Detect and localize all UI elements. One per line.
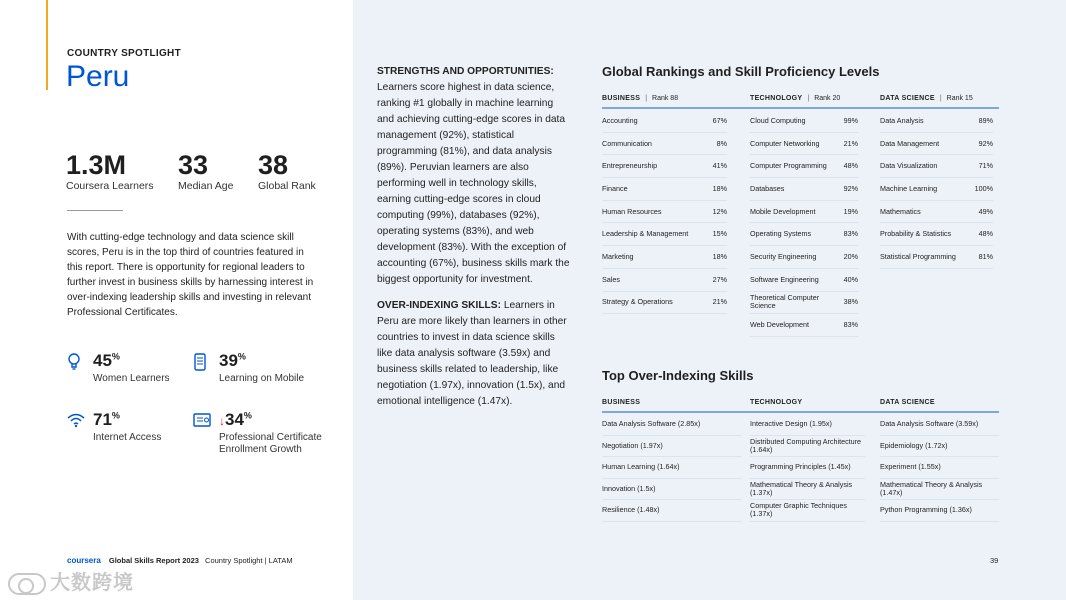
skill-percent: 89% [978,115,993,125]
skill-percent: 83% [843,320,858,330]
ranking-row [602,155,727,178]
overindex-row [750,479,865,501]
overindex-row [602,436,742,458]
ranking-row [602,292,727,315]
overindex-row [602,414,742,436]
overindex-skill: Computer Graphic Techniques (1.37x) [750,501,847,519]
rankings-title: Global Rankings and Skill Proficiency Levels [602,64,880,79]
stat-value: 38 [258,150,289,180]
ranking-row [750,110,858,133]
skill-name: Leadership & Management [602,229,689,239]
skill-percent: 21% [843,138,858,148]
skill-name: Data Visualization [880,161,938,171]
skill-percent: 81% [978,251,993,261]
oi-datascience-list [880,414,999,522]
ranking-row [750,269,858,292]
skill-name: Computer Programming [750,161,827,171]
ranking-row [602,178,727,201]
kpi-value: 71% [93,410,120,429]
overindex-row [750,414,865,436]
skill-name: Communication [602,138,652,148]
top-overindexing-title: Top Over-Indexing Skills [602,368,754,383]
skill-name: Entrepreneurship [602,161,658,171]
stat-global-rank [258,150,316,192]
overindex-skill: Experiment (1.55x) [880,462,941,472]
skill-name: Data Analysis [880,115,924,125]
ranking-row [880,133,993,156]
overindex-skill: Distributed Computing Architecture (1.64x) [750,436,862,454]
skill-name: Computer Networking [750,138,820,148]
oi-header-datascience: DATA SCIENCE [880,399,935,406]
overindex-row [880,414,999,436]
skill-percent: 18% [712,251,727,261]
ranking-row [602,201,727,224]
skill-percent: 48% [843,161,858,171]
skill-percent: 83% [843,229,858,239]
overindex-skill: Negotiation (1.97x) [602,440,663,450]
ranking-row [880,155,993,178]
skill-percent: 12% [712,206,727,216]
skill-name: Cloud Computing [750,115,806,125]
ranking-row [880,178,993,201]
mobile-icon [193,353,211,371]
skill-percent: 92% [843,183,858,193]
overindex-skill: Mathematical Theory & Analysis (1.47x) [880,479,983,497]
skill-percent: 15% [712,229,727,239]
skill-name: Software Engineering [750,274,819,284]
oi-header-business: BUSINESS [602,399,641,406]
skill-percent: 20% [843,251,858,261]
rankings-header-business: BUSINESS | Rank 88 [602,95,679,102]
skill-name: Theoretical Computer Science [750,293,820,311]
watermark: 大数跨境 [8,566,134,595]
overindexing-paragraph [377,298,572,410]
ranking-row [602,246,727,269]
skill-percent: 71% [978,161,993,171]
overindex-row [880,457,999,479]
overindex-skill: Python Programming (1.36x) [880,505,972,515]
divider [67,210,123,211]
skill-name: Mathematics [880,206,921,216]
ranking-row [750,201,858,224]
page-title: Peru [66,60,130,93]
rankings-header-datascience: DATA SCIENCE | Rank 15 [880,95,973,102]
strengths-paragraph [377,64,572,288]
overindex-row [880,436,999,458]
accent-line [46,0,48,90]
ranking-row [602,133,727,156]
overindex-row [602,457,742,479]
arrow-down-icon: ↓ [219,414,225,428]
kpi-value: 45% [93,351,120,370]
strengths-text: Learners score highest in data science, ranking #1 globally in machine learning and achieving cutting-edge scores in data management (92%), statistical programming (81%), and data analysis (89%). Peruvian learners are also performing well in technology skills, earning cutting-edge scores in cloud computing (99%), databases (92%), operating systems (83%), and web development (83%). With the exception of accounting (67%), business skills mark the biggest opportunity for investment. [377,82,570,285]
skill-percent: 67% [712,115,727,125]
ranking-row [880,201,993,224]
overindex-row [750,457,865,479]
skill-name: Probability & Statistics [880,229,952,239]
ranking-row [750,178,858,201]
overindex-skill: Human Learning (1.64x) [602,462,680,472]
rankings-business-list [602,110,727,314]
overindex-row [750,436,865,458]
skill-name: Operating Systems [750,229,812,239]
skill-percent: 19% [843,206,858,216]
overindex-row [750,500,865,522]
certificate-icon [193,412,211,430]
ranking-row [750,292,858,315]
skill-percent: 100% [974,183,993,193]
coursera-logo: coursera [67,556,101,565]
skill-name: Marketing [602,251,634,261]
rankings-datascience-list [880,110,993,269]
overindex-skill: Interactive Design (1.95x) [750,419,832,429]
skill-name: Data Management [880,138,940,148]
ranking-row [602,269,727,292]
skill-name: Databases [750,183,785,193]
skill-name: Strategy & Operations [602,297,673,307]
skill-name: Human Resources [602,206,662,216]
ranking-row [602,223,727,246]
footer-section: Country Spotlight | LATAM [205,556,293,565]
ranking-row [602,110,727,133]
kpi-label: Women Learners [93,373,170,384]
skill-percent: 92% [978,138,993,148]
kpi-label: Professional Certificate Enrollment Growth [219,432,322,455]
wifi-icon [67,412,85,430]
overindex-skill: Programming Principles (1.45x) [750,462,851,472]
ranking-row [750,155,858,178]
stat-value: 1.3M [66,150,127,180]
rankings-header-technology: TECHNOLOGY | Rank 20 [750,95,841,102]
ranking-row [750,133,858,156]
skill-percent: 27% [712,274,727,284]
overindex-skill: Epidemiology (1.72x) [880,440,948,450]
overindex-skill: Data Analysis Software (2.85x) [602,419,701,429]
skill-name: Mobile Development [750,206,816,216]
overindex-skill: Mathematical Theory & Analysis (1.37x) [750,479,853,497]
footer-report: Global Skills Report 2023 [108,556,199,565]
stat-value: 33 [178,150,209,180]
ranking-row [880,246,993,269]
summary-text: With cutting-edge technology and data science skill scores, Peru is in the top third of countries featured in this report. There is opportunity for regional leaders to further invest in business skills by harnessing interest in over-indexing leadership skills and investing in relevant Professional Certificates. [67,232,314,318]
rankings-technology-list [750,110,858,337]
stat-label: Coursera Learners [66,180,154,192]
stat-median-age [178,150,233,192]
skill-percent: 18% [712,183,727,193]
page-number: 39 [990,556,999,565]
oi-header-rule [602,411,999,413]
skill-percent: 48% [978,229,993,239]
skill-percent: 40% [843,274,858,284]
stat-learners [66,150,154,192]
kpi-label: Internet Access [93,432,162,443]
kpi-value: ↓34% [219,410,252,429]
overindex-skill: Innovation (1.5x) [602,483,656,493]
kpi-label: Learning on Mobile [219,373,305,384]
watermark-logo-icon [8,573,46,595]
kpi-value: 39% [219,351,246,370]
rankings-header-rule [602,107,999,109]
skill-name: Security Engineering [750,251,817,261]
overindex-skill: Resilience (1.48x) [602,505,660,515]
overindexing-text: Learners in Peru are more likely than learners in other countries to invest in data science skills like data analysis software (3.59x) and business skills related to leadership, like negotiation (1.97x), innovation (1.5x), and emotional intelligence (1.47x). [377,300,567,407]
skill-name: Sales [602,274,620,284]
stat-label: Median Age [178,180,234,192]
oi-business-list [602,414,742,522]
skill-percent: 49% [978,206,993,216]
ranking-row [880,110,993,133]
strengths-title: STRENGTHS AND OPPORTUNITIES: [377,66,554,77]
ranking-row [750,314,858,337]
skill-name: Finance [602,183,628,193]
skill-percent: 99% [843,115,858,125]
overindex-row [880,479,999,501]
skill-name: Machine Learning [880,183,938,193]
overindexing-title: OVER-INDEXING SKILLS: [377,300,501,311]
stat-label: Global Rank [258,180,316,192]
oi-header-technology: TECHNOLOGY [750,399,803,406]
ranking-row [750,223,858,246]
overindex-row [602,479,742,501]
skill-name: Accounting [602,115,638,125]
overindex-skill: Data Analysis Software (3.59x) [880,419,979,429]
ranking-row [750,246,858,269]
skill-percent: 41% [712,161,727,171]
skill-percent: 21% [712,297,727,307]
overindex-row [602,500,742,522]
skill-percent: 8% [716,138,727,148]
section-kicker: COUNTRY SPOTLIGHT [67,48,181,59]
oi-technology-list [750,414,865,522]
lightbulb-icon [67,353,85,371]
footer [67,556,293,565]
skill-name: Statistical Programming [880,251,956,261]
ranking-row [880,223,993,246]
skill-percent: 38% [843,297,858,307]
skill-name: Web Development [750,320,809,330]
overindex-row [880,500,999,522]
